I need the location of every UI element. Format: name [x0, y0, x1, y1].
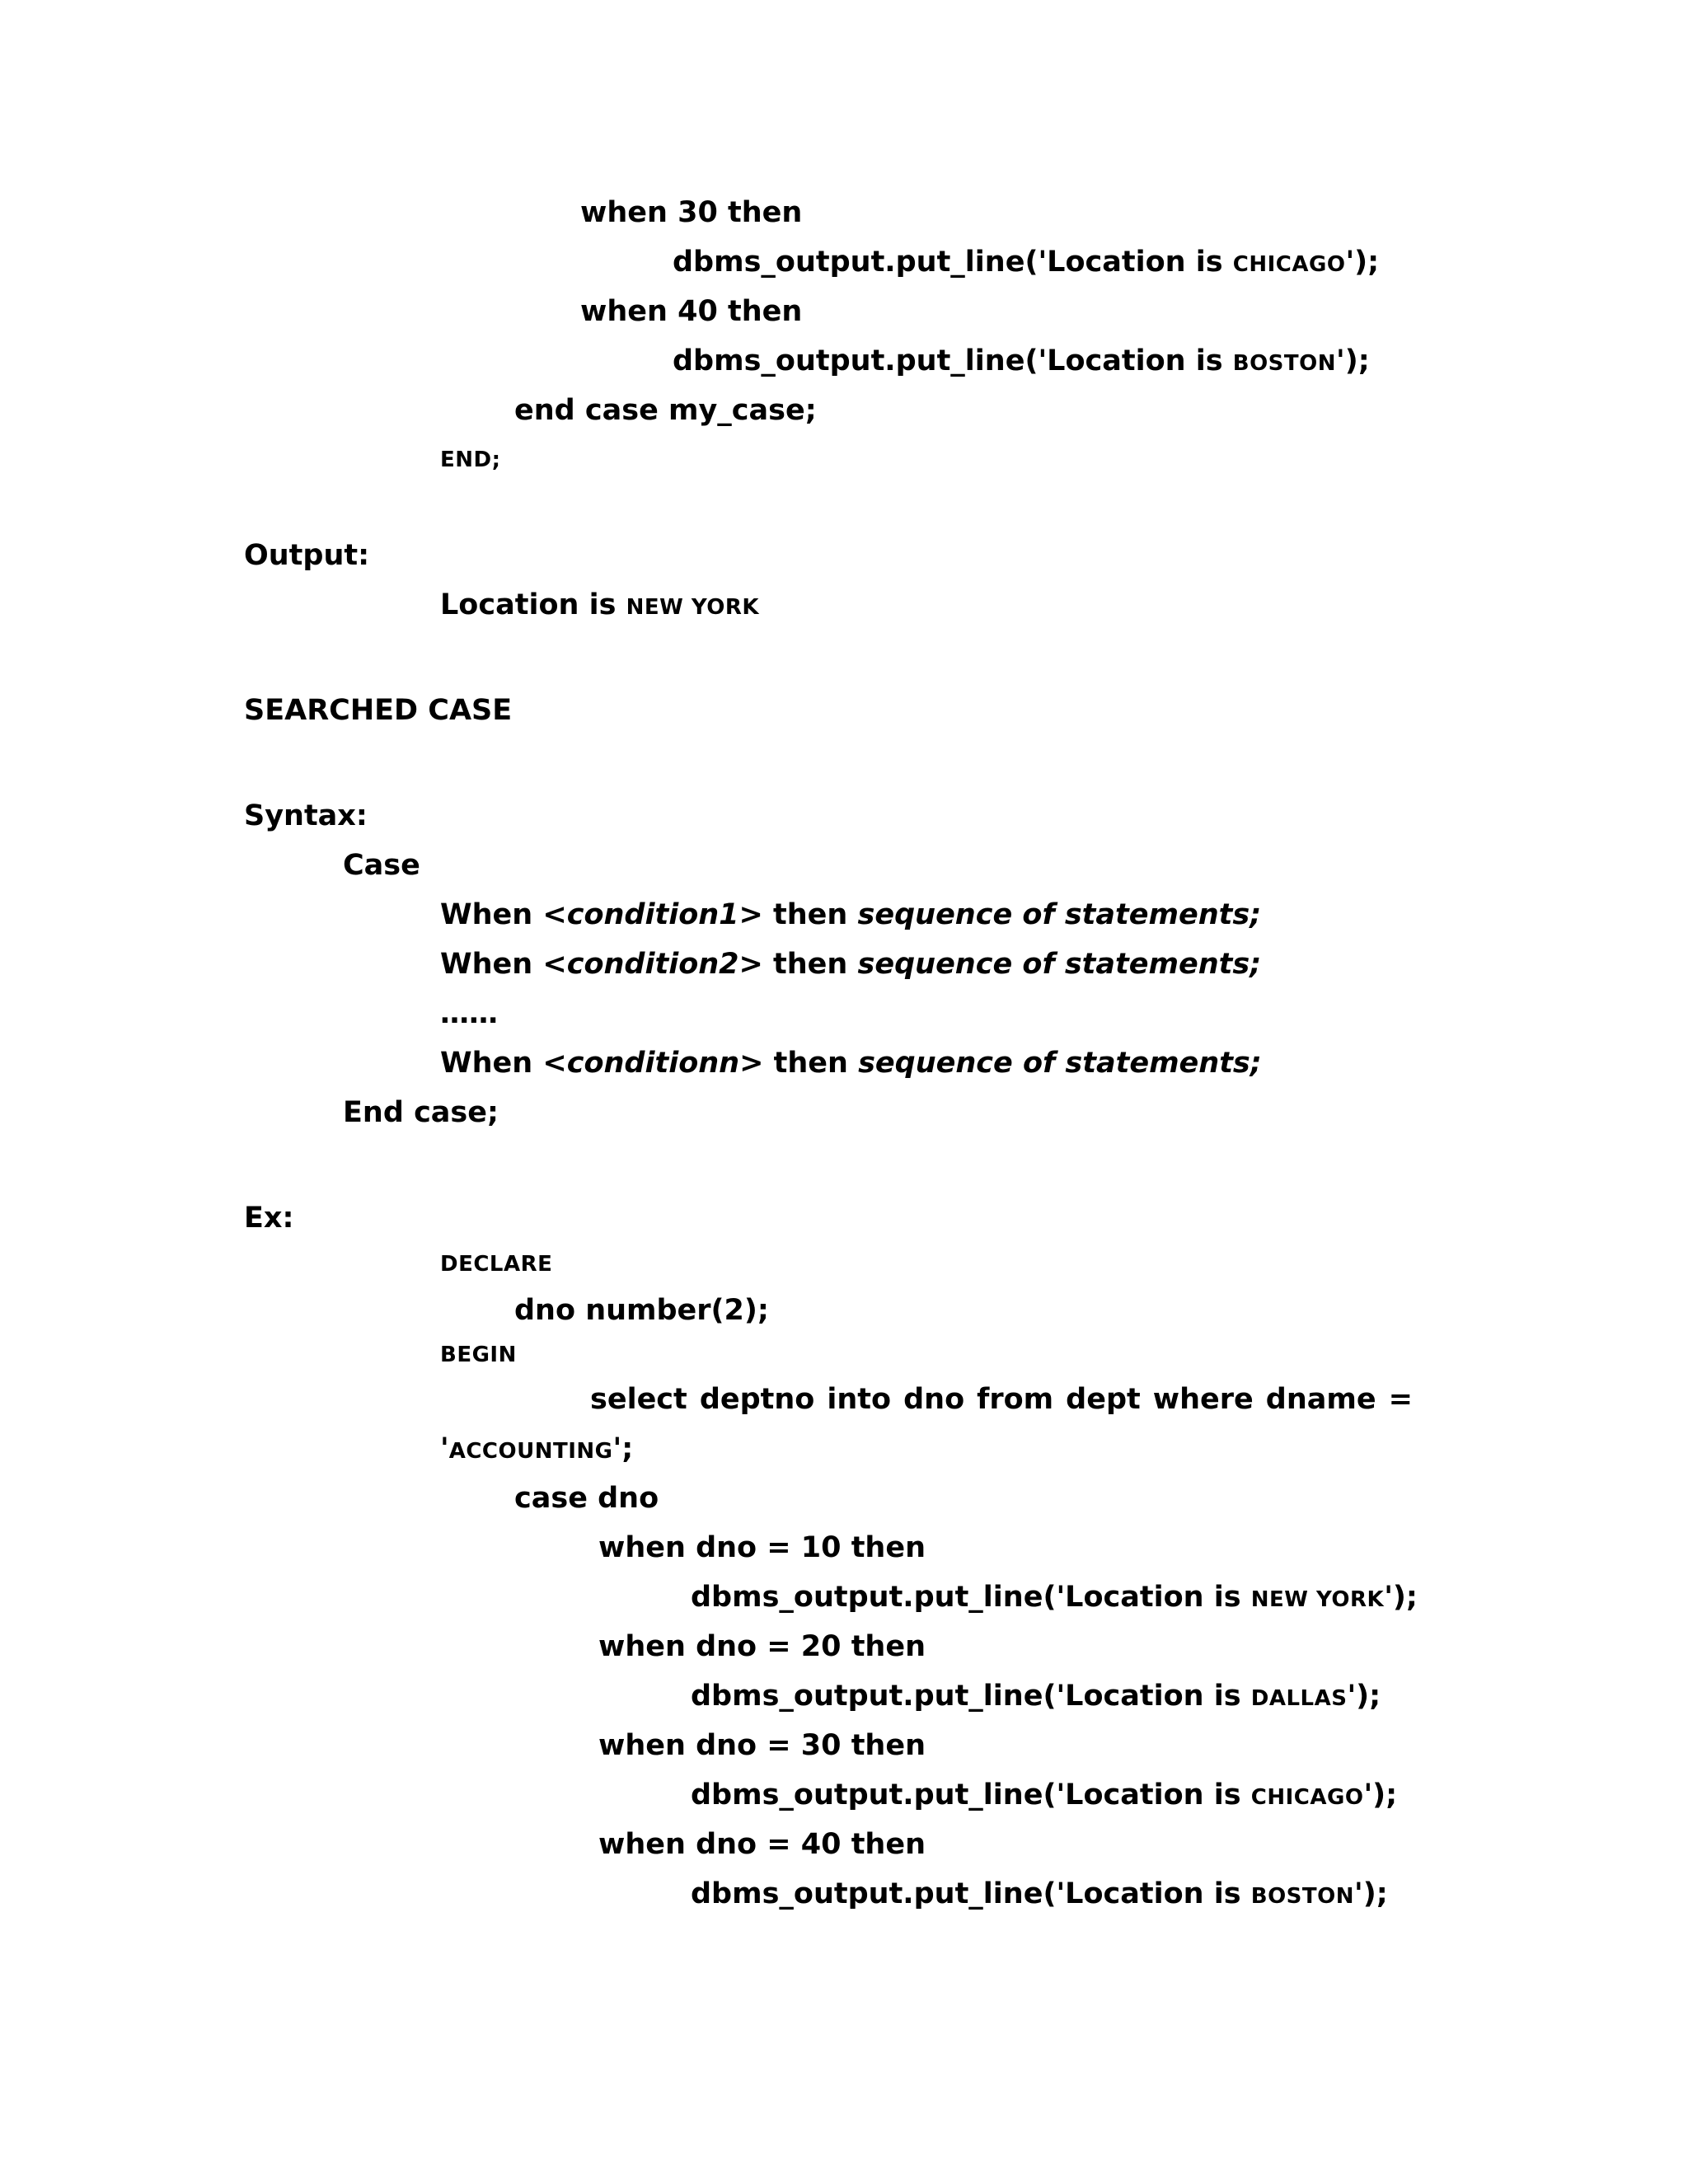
code-line: when dno = 40 then: [598, 1828, 926, 1861]
code-line: [691, 1678, 1381, 1717]
code-line: [673, 244, 1379, 283]
code-line: dno number(2);: [514, 1294, 769, 1327]
code-text: dbms_output.put_line('Location is: [673, 344, 1233, 377]
condition: <condition2>: [542, 948, 763, 981]
keyword: When: [440, 898, 533, 931]
city-value: CHICAGO: [1232, 252, 1346, 277]
code-word: deptno: [699, 1383, 815, 1416]
city-value: BOSTON: [1250, 1884, 1355, 1909]
code-text: dbms_output.put_line('Location is: [691, 1779, 1251, 1811]
code-line: BEGIN: [440, 1343, 517, 1367]
code-word: select: [590, 1383, 687, 1416]
example-heading: Ex:: [244, 1202, 294, 1235]
keyword: then: [773, 948, 848, 981]
code-text: dbms_output.put_line('Location is: [673, 246, 1233, 279]
statements-placeholder: sequence of statements;: [857, 898, 1262, 931]
code-word: =: [1388, 1383, 1413, 1416]
code-text: dbms_output.put_line('Location is: [691, 1877, 1251, 1910]
output-label: Location is: [440, 588, 626, 621]
code-word: from: [977, 1383, 1054, 1416]
code-line: end case my_case;: [514, 394, 817, 427]
output-heading: Output:: [244, 539, 370, 572]
code-line: when dno = 10 then: [598, 1531, 926, 1564]
code-word: into: [827, 1383, 892, 1416]
code-text: ');: [1345, 246, 1380, 279]
section-title: SEARCHED CASE: [244, 694, 513, 727]
code-line: when 40 then: [580, 295, 803, 328]
statements-placeholder: sequence of statements;: [857, 948, 1262, 981]
condition: <condition1>: [542, 898, 763, 931]
code-text: ');: [1363, 1779, 1398, 1811]
code-line: when dno = 30 then: [598, 1729, 926, 1762]
syntax-ellipsis: ……: [440, 997, 498, 1030]
code-text: dbms_output.put_line('Location is: [691, 1581, 1251, 1614]
code-line: [691, 1777, 1397, 1816]
code-line: DECLARE: [440, 1252, 553, 1277]
code-line: [691, 1876, 1388, 1915]
code-line: when dno = 20 then: [598, 1630, 926, 1663]
city-value: NEW YORK: [626, 595, 760, 620]
keyword: When: [440, 948, 533, 981]
syntax-heading: Syntax:: [244, 799, 368, 832]
select-statement: [590, 1381, 1413, 1418]
syntax-line: End case;: [343, 1096, 499, 1129]
code-line: [673, 343, 1370, 382]
city-value: CHICAGO: [1250, 1785, 1364, 1810]
code-text: dbms_output.put_line('Location is: [691, 1680, 1251, 1713]
code-text: ');: [1354, 1877, 1388, 1910]
code-text: ');: [1336, 344, 1370, 377]
code-line: case dno: [514, 1482, 659, 1515]
code-word: dept: [1066, 1383, 1141, 1416]
keyword: then: [773, 898, 848, 931]
keyword: then: [773, 1047, 848, 1080]
code-line: [691, 1579, 1418, 1618]
code-text: ');: [1384, 1581, 1418, 1614]
city-value: DALLAS: [1250, 1686, 1348, 1711]
code-line: END;: [440, 448, 501, 472]
output-text: [440, 587, 759, 626]
code-word: where: [1152, 1383, 1254, 1416]
code-text: ');: [1347, 1680, 1381, 1713]
code-line: [440, 1431, 633, 1469]
condition: <conditionn>: [542, 1047, 764, 1080]
code-word: dname: [1265, 1383, 1376, 1416]
code-text: ': [440, 1432, 449, 1465]
syntax-line: [440, 897, 1261, 933]
syntax-line: Case: [343, 849, 420, 882]
code-line: when 30 then: [580, 196, 803, 229]
city-value: NEW YORK: [1250, 1587, 1385, 1612]
dname-value: ACCOUNTING: [448, 1439, 613, 1464]
syntax-line: [440, 946, 1261, 982]
keyword: When: [440, 1047, 533, 1080]
code-word: dno: [903, 1383, 965, 1416]
code-text: ';: [612, 1432, 634, 1465]
city-value: BOSTON: [1232, 351, 1337, 376]
syntax-line: [440, 1045, 1262, 1081]
statements-placeholder: sequence of statements;: [858, 1047, 1262, 1080]
